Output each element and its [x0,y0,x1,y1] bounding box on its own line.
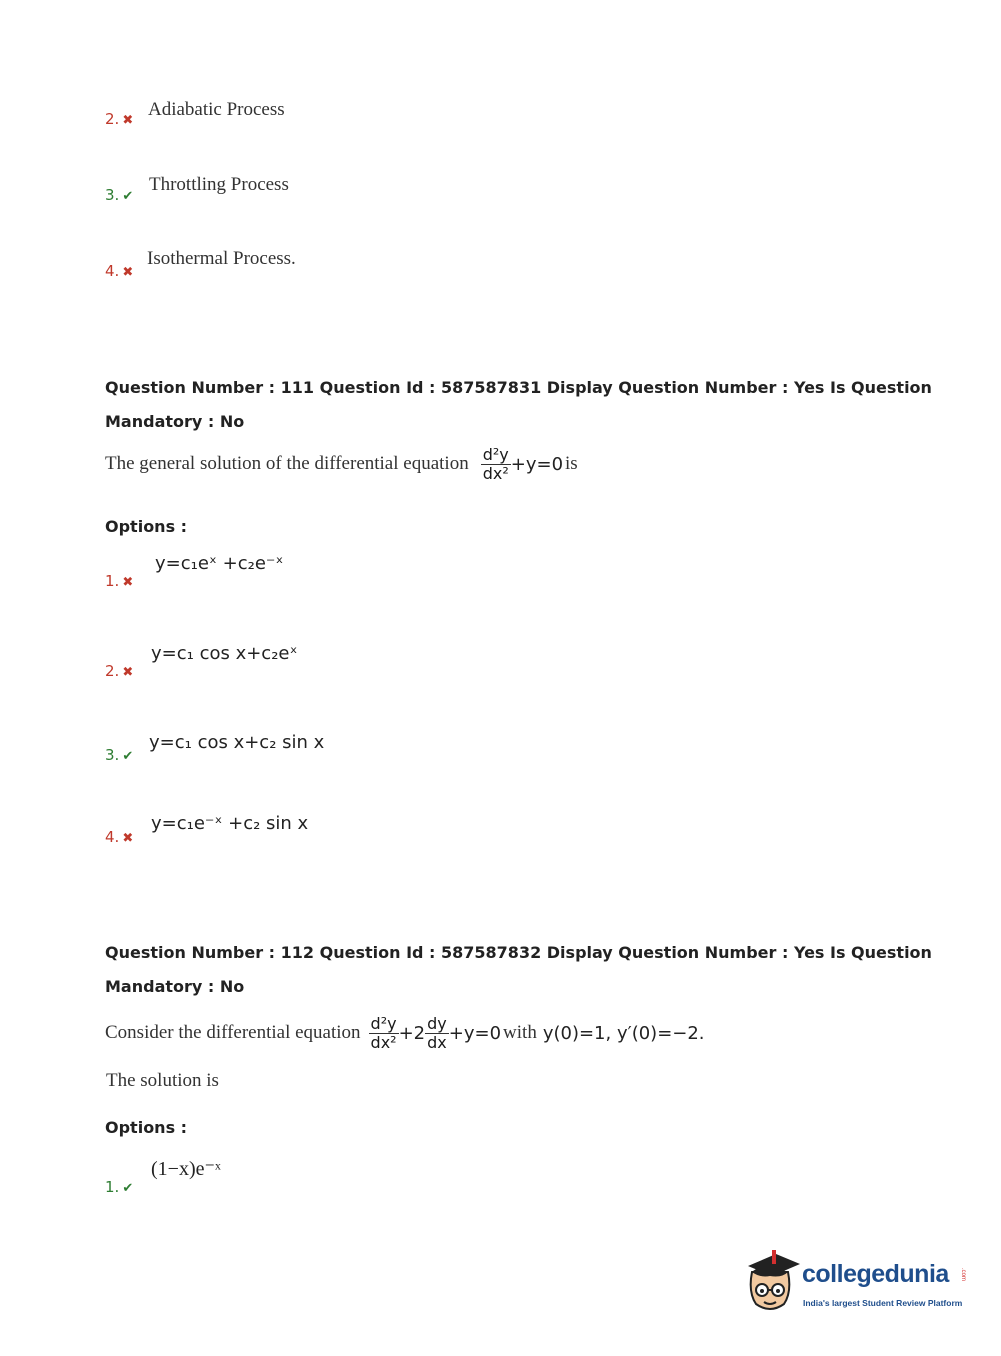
cross-icon: ✖ [122,831,134,846]
option-math: y=c₁eˣ +c₂e⁻ˣ [155,553,284,574]
option-number: 2. ✖ [105,110,134,128]
question-header: Question Number : 111 Question Id : 587587831 Display Question Number : Yes Is Question [105,378,932,397]
fraction: $\frac{\text{d²y}}{\text{dx²}}$ [370,1014,397,1052]
option-math: y=c₁ cos x+c₂eˣ [151,643,298,664]
check-icon: ✔ [122,1181,134,1196]
logo-suffix: .com [960,1268,966,1282]
question-text-line2: The solution is [106,1070,219,1091]
options-label: Options : [105,517,188,536]
cross-icon: ✖ [122,265,134,280]
fraction: $\frac{dy}{dx}$ [427,1014,447,1052]
cross-icon: ✖ [122,113,134,128]
option-math: (1−x)e⁻ˣ [151,1158,221,1180]
option-text: Adiabatic Process [148,99,285,120]
mascot-icon [742,1248,802,1318]
question-header-mandatory: Mandatory : No [105,412,245,431]
option-number: 2. ✖ [105,662,134,680]
option-number: 3. ✔ [105,746,134,764]
question-header: Question Number : 112 Question Id : 587587832 Display Question Number : Yes Is Question [105,943,932,962]
logo-name: collegedunia [802,1260,949,1288]
collegedunia-logo [742,1248,972,1318]
question-header-mandatory: Mandatory : No [105,977,245,996]
option-text: Throttling Process [149,174,289,195]
question-text: The general solution of the differential equation $\frac{\text{d²y}}{\text{dx²}}$ +y=0 is [105,445,578,483]
option-math: y=c₁ cos x+c₂ sin x [149,732,325,753]
option-math: y=c₁e⁻ˣ +c₂ sin x [151,813,309,834]
option-number: 3. ✔ [105,186,134,204]
option-number: 4. ✖ [105,828,134,846]
option-text: Isothermal Process. [147,248,296,269]
fraction: $\frac{\text{d²y}}{\text{dx²}}$ [482,445,509,483]
check-icon: ✔ [122,189,134,204]
option-number: 4. ✖ [105,262,134,280]
question-text: Consider the differential equation $\frac{\text{d²y}}{\text{dx²}}$ +2 $\frac{dy}{dx}$ +y=0 with y(0)=1, y′(0)=−2. [105,1014,705,1052]
option-number: 1. ✔ [105,1178,134,1196]
logo-tagline: India's largest Student Review Platform [803,1298,963,1308]
options-label: Options : [105,1118,188,1137]
check-icon: ✔ [122,749,134,764]
cross-icon: ✖ [122,665,134,680]
option-number: 1. ✖ [105,572,134,590]
cross-icon: ✖ [122,575,134,590]
